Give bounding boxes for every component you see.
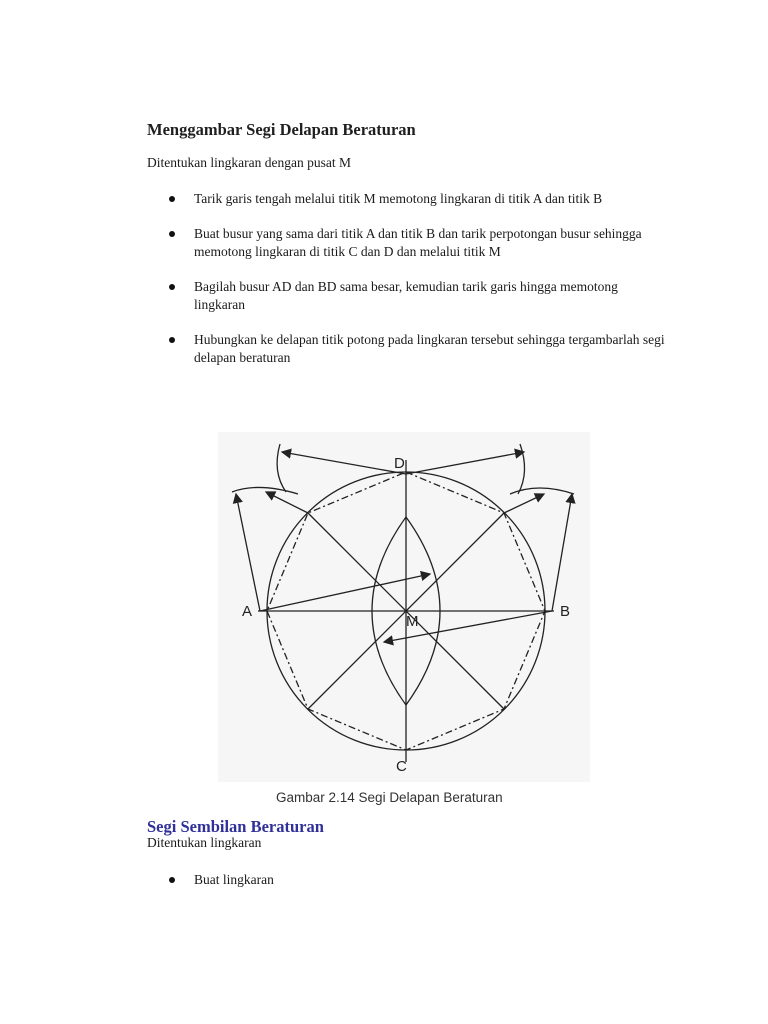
section2-heading: Segi Sembilan Beraturan: [147, 817, 324, 836]
label-c: C: [396, 758, 407, 775]
list-item-text: Buat busur yang sama dari titik A dan titik B dan tarik perpotongan busur sehingga memotong lingkaran di titik C dan D dan melalui titik M: [194, 226, 642, 259]
arrow-a-up: [236, 494, 260, 611]
bullet-icon: [169, 337, 175, 343]
label-d: D: [394, 455, 405, 472]
arrow-b-up: [552, 494, 572, 611]
figure-caption: Gambar 2.14 Segi Delapan Beraturan: [276, 790, 503, 805]
list-item: [165, 225, 665, 261]
bullet-icon: [169, 877, 175, 883]
arc-side-left: [232, 487, 298, 494]
arrow-d-right: [406, 452, 524, 474]
list-item-text: Tarik garis tengah melalui titik M memotong lingkaran di titik A dan titik B: [194, 191, 603, 206]
arrow-left-corner: [266, 492, 308, 513]
list-item-text: Hubungkan ke delapan titik potong pada lingkaran tersebut sehingga tergambarlah segi delapan beraturan: [194, 332, 665, 365]
bullet-icon: [169, 196, 175, 202]
label-m: M: [406, 613, 419, 630]
list-item-text: Bagilah busur AD dan BD sama besar, kemudian tarik garis hingga memotong lingkaran: [194, 279, 618, 312]
list-item: [165, 871, 665, 889]
section2-list: [165, 871, 665, 889]
arc-top-left: [277, 444, 286, 492]
octagon-construction-figure: [218, 432, 590, 782]
arc-side-right: [510, 488, 574, 494]
list-item-text: Buat lingkaran: [194, 872, 274, 887]
bullet-icon: [169, 231, 175, 237]
label-b: B: [560, 603, 571, 620]
arrow-d-left: [282, 452, 406, 474]
intro-text: Ditentukan lingkaran dengan pusat M: [147, 155, 351, 170]
list-item: [165, 190, 665, 208]
arrow-right-corner: [504, 494, 544, 513]
section-heading: Menggambar Segi Delapan Beraturan: [147, 120, 416, 139]
list-item: [165, 331, 665, 367]
list-item: [165, 278, 665, 314]
label-a: A: [242, 603, 253, 620]
bullet-icon: [169, 284, 175, 290]
arrow-a-m: [260, 574, 430, 611]
section2-intro: Ditentukan lingkaran: [147, 835, 262, 850]
steps-list: [165, 190, 665, 384]
